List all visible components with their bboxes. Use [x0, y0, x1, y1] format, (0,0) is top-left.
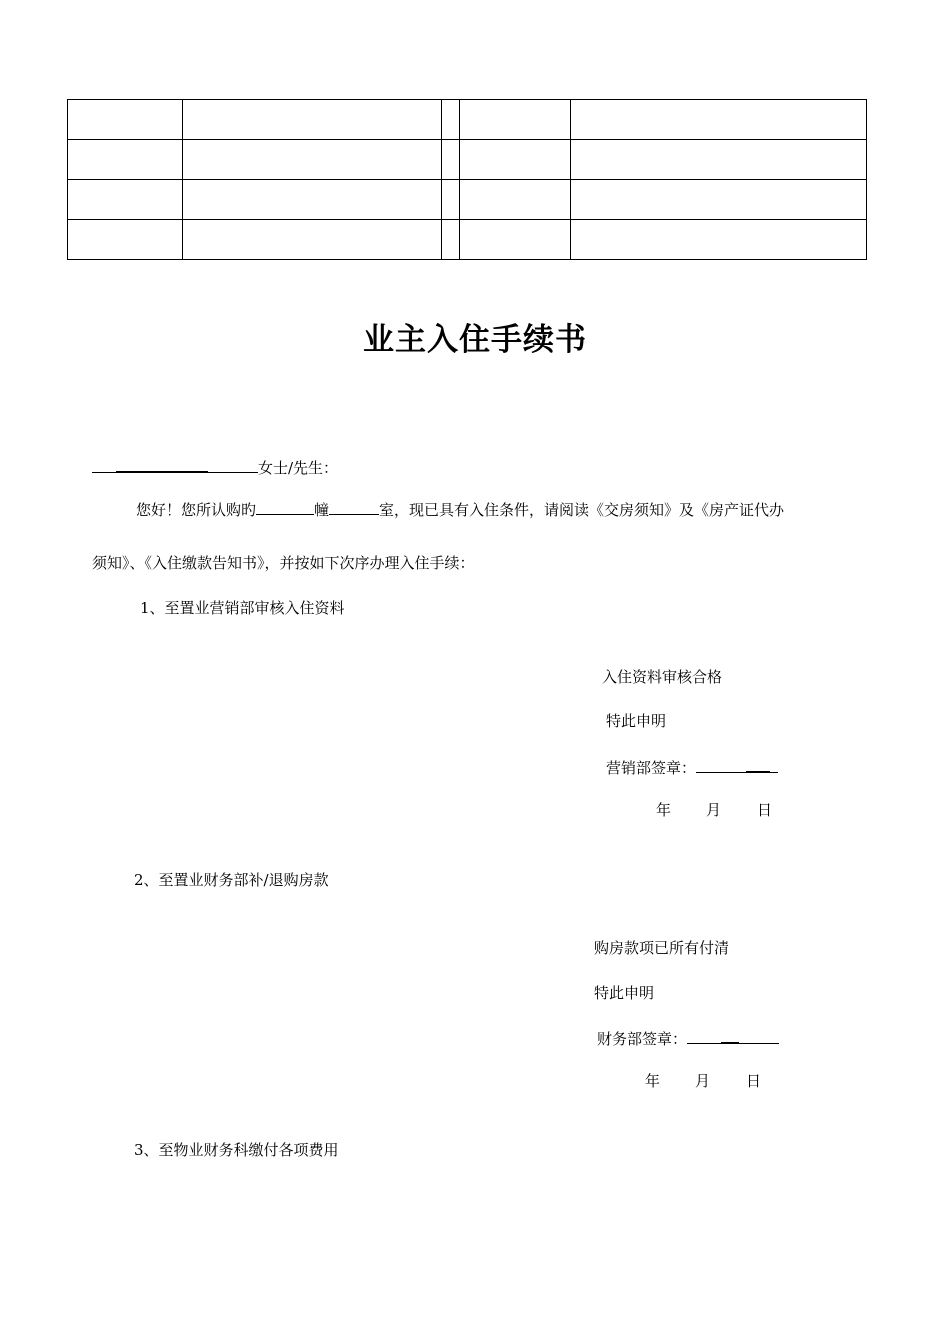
step-2-sign-line	[597, 1027, 779, 1049]
step-1-confirm-line-2: 特此申明	[606, 712, 667, 730]
table-cell	[68, 100, 183, 140]
salutation-suffix: 女士/先生：	[258, 459, 339, 477]
table-cell	[460, 180, 571, 220]
intro-line-2: 须知》、《入住缴款告知书》，并按如下次序办理入住手续：	[92, 554, 475, 572]
table-cell	[571, 220, 867, 260]
step-1-sign-blank-tail	[770, 757, 778, 773]
step-3-heading: 3、至物业财务科缴付各项费用	[134, 1141, 339, 1159]
step-1-sign-blank	[696, 757, 746, 773]
table-cell	[442, 100, 460, 140]
step-2-sign-blank-mid	[721, 1027, 739, 1044]
document-title: 业主入住手续书	[363, 322, 587, 358]
table-cell	[442, 140, 460, 180]
step-1-date-month: 月	[706, 801, 722, 819]
table-cell	[571, 100, 867, 140]
step-2-sign-label: 财务部签章：	[597, 1030, 688, 1048]
room-blank	[329, 499, 379, 515]
intro-line-1	[136, 499, 784, 520]
table-cell	[68, 180, 183, 220]
step-1-heading: 1、至置业营销部审核入住资料	[140, 599, 345, 617]
intro-part-3: 室，现已具有入住条件，请阅读《交房须知》及《房产证代办	[379, 501, 785, 519]
table-cell	[68, 140, 183, 180]
step-2-date-year: 年	[645, 1072, 661, 1090]
step-1-sign-line	[606, 756, 778, 778]
table-cell	[442, 220, 460, 260]
step-2-sign-blank	[687, 1028, 721, 1044]
table-cell	[460, 140, 571, 180]
intro-part-1: 您好！您所认购旳	[136, 501, 257, 519]
table-cell	[183, 100, 442, 140]
table-cell	[460, 220, 571, 260]
name-blank-lead	[92, 457, 116, 473]
table-cell	[68, 220, 183, 260]
table-row	[68, 140, 867, 180]
step-2-confirm-line-1: 购房款项已所有付清	[594, 939, 730, 957]
step-2-heading: 2、至置业财务部补/退购房款	[134, 871, 329, 889]
step-1-date-year: 年	[656, 801, 672, 819]
table-row	[68, 220, 867, 260]
table-cell	[442, 180, 460, 220]
step-1-sign-label: 营销部签章：	[606, 759, 697, 777]
table-cell	[183, 180, 442, 220]
intro-part-2: 幢	[314, 501, 330, 519]
step-2-date-day: 日	[746, 1072, 762, 1090]
table-cell	[460, 100, 571, 140]
building-blank	[256, 499, 314, 515]
step-2-sign-blank-tail	[739, 1028, 779, 1044]
step-1-confirm-line-1: 入住资料审核合格	[602, 668, 723, 686]
table-cell	[183, 220, 442, 260]
table-cell	[183, 140, 442, 180]
table-cell	[571, 180, 867, 220]
header-form-table	[67, 99, 867, 260]
step-2-date-month: 月	[695, 1072, 711, 1090]
step-2-confirm-line-2: 特此申明	[594, 984, 655, 1002]
table-cell	[571, 140, 867, 180]
name-blank	[116, 456, 208, 473]
name-blank-tail	[208, 457, 258, 473]
salutation-line	[92, 456, 338, 478]
table-row	[68, 180, 867, 220]
step-1-sign-blank-mid	[746, 756, 770, 773]
step-1-date-day: 日	[757, 801, 773, 819]
table-row	[68, 100, 867, 140]
